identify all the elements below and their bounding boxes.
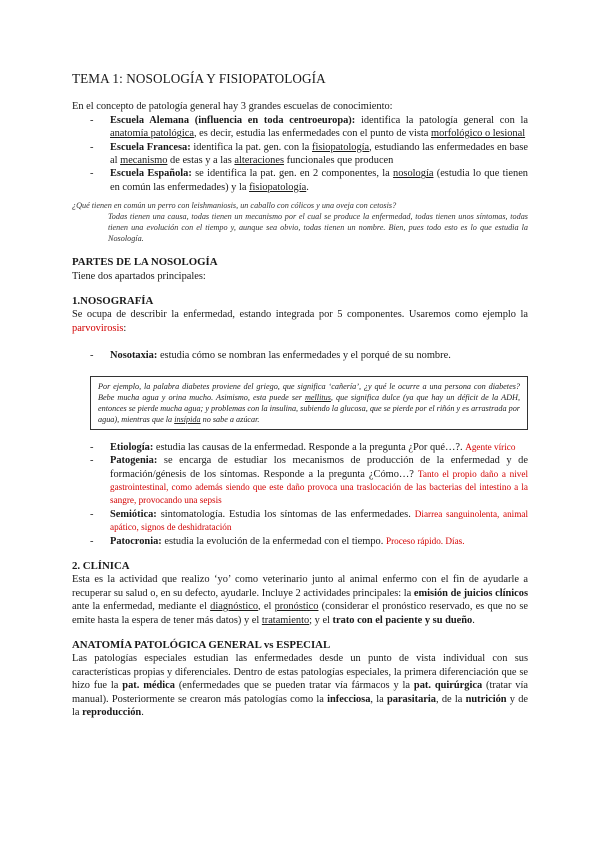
list-item-patocronia: - Patocronia: estudia la evolución de la enfermedad con el tiempo. Proceso rápido. Días. (110, 535, 528, 548)
schools-list (72, 114, 528, 194)
school-label: Escuela Francesa: (110, 141, 191, 153)
underlined-term: mecanismo (120, 155, 168, 167)
example-box: Por ejemplo, la palabra diabetes proviene del griego, que significa ‘cañería’, ¿y qué le ocurre a una persona con diabetes? Bebe mucha agua y orina mucho. Asimismo, esta puede ser mellitus, que significa dulce (ya que hay un déficit de la ADH, entonces se pierde mucha agua; y problemas con la insulina, subiendo la glucosa, que se pierde por el riñón y es arrastrada por agua), mientras que la insípida no sabe a azúcar. (90, 376, 528, 430)
term-label: Nosotaxia: (110, 350, 158, 362)
term-label: Semiótica: (110, 508, 157, 520)
underlined-term: diagnóstico (210, 601, 259, 613)
list-item-escuela-alemana: - Escuela Alemana (influencia en toda centroeuropa): identifica la patología general con la anatomía patológica, es decir, estudia las enfermedades con el punto de vista morfológico o lesional (110, 114, 528, 141)
section-heading-partes: PARTES DE LA NOSOLOGÍA (72, 256, 218, 269)
term-label: Patogenia: (110, 455, 158, 467)
section-heading-anatomia: ANATOMÍA PATOLÓGICA GENERAL vs ESPECIAL (72, 638, 331, 651)
list-item-patogenia: - Patogenia: se encarga de estudiar los mecanismos de producción de la enfermedad y de formación/génesis de los síntomas. Responde a la pregunta ¿Cómo…? Tanto el propio daño a nivel gastrointestinal, como además siendo que este daño provoca una traslocación de las bacterias del intestino a la sangre, provocando una sepsis (110, 454, 528, 508)
list-item-escuela-francesa: - Escuela Francesa: identifica la pat. gen. con la fisiopatología, estudiando las enfermedades en base al mecanismo de estas y a las alteraciones funcionales que producen (110, 141, 528, 168)
example-note-red: Agente vírico (465, 441, 516, 452)
underlined-term: fisiopatología (249, 181, 307, 193)
example-term: parvovirosis (72, 322, 124, 334)
italic-note (72, 200, 528, 244)
nosografia-components-list (72, 441, 528, 548)
nosografia-paragraph: Se ocupa de describir la enfermedad, estando integrada por 5 componentes. Usaremos como ejemplo la parvovirosis: (72, 309, 528, 334)
note-question: ¿Qué tienen en común un perro con leishmaniosis, un caballo con cólicos y una oveja con cetosis? (72, 201, 397, 211)
clinica-paragraph: Esta es la actividad que realizo ‘yo’ como veterinario junto al animal enfermo con el fin de ayudarle a recuperar su salud o, en su defecto, ayudarle. Incluye 2 actividades principales: la emisión de juicios clínicos ante la enfermedad, mediante el diagnóstico, el pronóstico (considerar el pronóstico reservado, es que no se emite hasta la espera de tener más datos) y el tratamiento; y el trato con el paciente y su dueño. (72, 574, 528, 626)
underlined-term: pronóstico (274, 601, 319, 613)
school-label: Escuela Española: (110, 168, 192, 180)
underlined-term: anatomía patológica (110, 128, 194, 140)
document-content (72, 72, 528, 719)
nosotaxia-list (72, 349, 528, 362)
partes-subtitle: Tiene dos apartados principales: (72, 270, 206, 282)
term-label: Etiología: (110, 441, 154, 453)
underlined-term: alteraciones (234, 155, 285, 167)
list-item-semiotica: - Semiótica: sintomatología. Estudia los síntomas de las enfermedades. Diarrea sanguinolenta, animal apático, signos de deshidratación (110, 508, 528, 535)
underlined-term: mellitus (304, 392, 331, 402)
example-note-red: Tanto el propio daño a nivel gastrointestinal, como además siendo que este daño provoca una traslocación de las bacterias del intestino a la sangre, provocando una sepsis (110, 468, 528, 506)
term-label: Patocronia: (110, 535, 162, 547)
intro-paragraph: En el concepto de patología general hay 3 grandes escuelas de conocimiento: (72, 101, 393, 113)
section-heading-clinica: 2. CLÍNICA (72, 559, 130, 572)
underlined-term: morfológico o lesional (431, 128, 526, 140)
school-label: Escuela Alemana (influencia en toda centroeuropa): (110, 114, 356, 126)
anatomia-paragraph: Las patologías especiales estudian las enfermedades desde un punto de vista individual con sus características propias y diferenciales. Dentro de estas patologías especiales, la primera diferenciación que se hizo fue la pat. médica (enfermedades que se pueden tratar vía fármacos y la pat. quirúrgica (tratar vía manual). Posteriormente se crearon más patologías como la infecciosa, la parasitaria, de la nutrición y de la reproducción. (72, 653, 528, 718)
underlined-term: insípida (174, 414, 201, 424)
example-note-red: Proceso rápido. Días. (385, 535, 465, 546)
underlined-term: fisiopatología (312, 141, 370, 153)
list-item-nosotaxia: - Nosotaxia: estudia cómo se nombran las enfermedades y el porqué de su nombre. (110, 349, 528, 362)
section-heading-nosografia: 1.NOSOGRAFÍA (72, 295, 154, 308)
list-item-escuela-espanola: - Escuela Española: se identifica la pat. gen. en 2 componentes, la nosología (estudia lo que tienen en común las enfermedades) y la fisiopatología. (110, 167, 528, 194)
page-title: TEMA 1: NOSOLOGÍA Y FISIOPATOLOGÍA (72, 71, 326, 86)
note-answer: Todas tienen una causa, todas tienen un mecanismo por el cual se produce la enfermedad, todas tienen unos síntomas, todas tienen una evolución con el tiempo y, aunque sea obvio, todas tienen un nombre. Bien, pues todo esto es lo que estudia la Nosología. (108, 212, 528, 244)
list-item-etiologia: - Etiología: estudia las causas de la enfermedad. Responde a la pregunta ¿Por qué…?. Agente vírico (110, 441, 528, 454)
example-note-red: Diarrea sanguinolenta, animal apático, signos de deshidratación (110, 508, 528, 533)
underlined-term: nosología (393, 168, 434, 180)
underlined-term: tratamiento (261, 614, 310, 626)
